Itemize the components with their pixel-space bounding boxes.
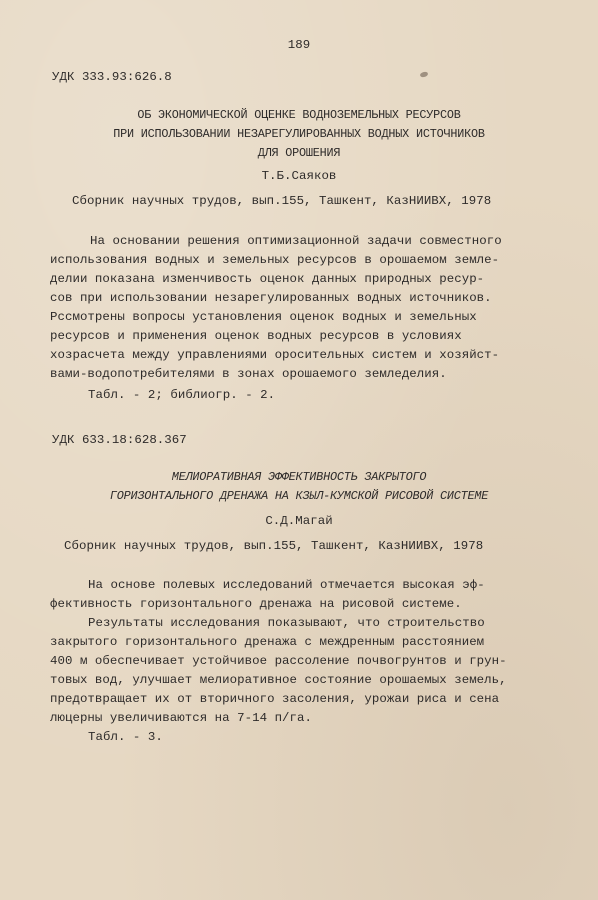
- article-2-author: С.Д.Магай: [265, 514, 333, 528]
- article-1-abstract-line-5: Рссмотрены вопросы установления оценок водных и земельных: [50, 310, 477, 324]
- article-1-refs: Табл. - 2; библиогр. - 2.: [88, 388, 276, 402]
- article-2-abstract-line-2: фективность горизонтального дренажа на рисовой системе.: [50, 597, 462, 611]
- article-2-udk: УДК 633.18:628.367: [52, 433, 187, 447]
- article-1-abstract-line-8: вами-водопотребителями в зонах орошаемого земледелия.: [50, 367, 447, 381]
- article-2-abstract-line-7: предотвращает их от вторичного засоления, урожаи риса и сена: [50, 692, 500, 706]
- article-1-title-line-3: ДЛЯ ОРОШЕНИЯ: [257, 146, 341, 160]
- article-2-abstract-line-5: 400 м обеспечивает устойчивое рассоление почвогрунтов и грун-: [50, 654, 507, 668]
- article-1-title-line-1: ОБ ЭКОНОМИЧЕСКОЙ ОЦЕНКЕ ВОДНОЗЕМЕЛЬНЫХ РЕСУРСОВ: [137, 108, 461, 122]
- article-1-abstract-line-1: На основании решения оптимизационной задачи совместного: [90, 234, 502, 248]
- article-1-abstract-line-4: сов при использовании незарегулированных водных источников.: [50, 291, 492, 305]
- article-1-source: Сборник научных трудов, вып.155, Ташкент, КазНИИВХ, 1978: [72, 194, 492, 208]
- article-2-title-line-2: ГОРИЗОНТАЛЬНОГО ДРЕНАЖА НА КЗЫЛ-КУМСКОЙ РИСОВОЙ СИСТЕМЕ: [109, 489, 489, 503]
- article-2-refs: Табл. - 3.: [88, 730, 163, 744]
- article-2-abstract-line-3: Результаты исследования показывают, что строительство: [88, 616, 485, 630]
- article-1-abstract-line-2: использования водных и земельных ресурсов в орошаемом земле-: [50, 253, 500, 267]
- article-2-title-line-1: МЕЛИОРАТИВНАЯ ЭФФЕКТИВНОСТЬ ЗАКРЫТОГО: [171, 470, 427, 484]
- article-1-title-line-2: ПРИ ИСПОЛЬЗОВАНИИ НЕЗАРЕГУЛИРОВАННЫХ ВОДНЫХ ИСТОЧНИКОВ: [113, 127, 485, 141]
- article-1-abstract-line-6: ресурсов и применения оценок водных ресурсов в условиях: [50, 329, 462, 343]
- article-2-source: Сборник научных трудов, вып.155, Ташкент, КазНИИВХ, 1978: [64, 539, 484, 553]
- article-2-abstract-line-8: люцерны увеличиваются на 7-14 п/га.: [50, 711, 312, 725]
- article-2-abstract-line-1: На основе полевых исследований отмечается высокая эф-: [88, 578, 485, 592]
- article-2-abstract-line-4: закрытого горизонтального дренажа с междренным расстоянием: [50, 635, 485, 649]
- article-2-abstract-line-6: товых вод, улучшает мелиоративное состояние орошаемых земель,: [50, 673, 507, 687]
- article-1-abstract-line-3: делии показана изменчивость оценок данных природных ресур-: [50, 272, 485, 286]
- article-1-author: Т.Б.Саяков: [261, 169, 337, 183]
- ink-blot: [419, 71, 428, 78]
- page-number: 189: [287, 38, 311, 52]
- article-1-abstract-line-7: хозрасчета между управлениями оросительных систем и хозяйст-: [50, 348, 500, 362]
- article-1-udk: УДК 333.93:626.8: [52, 70, 172, 84]
